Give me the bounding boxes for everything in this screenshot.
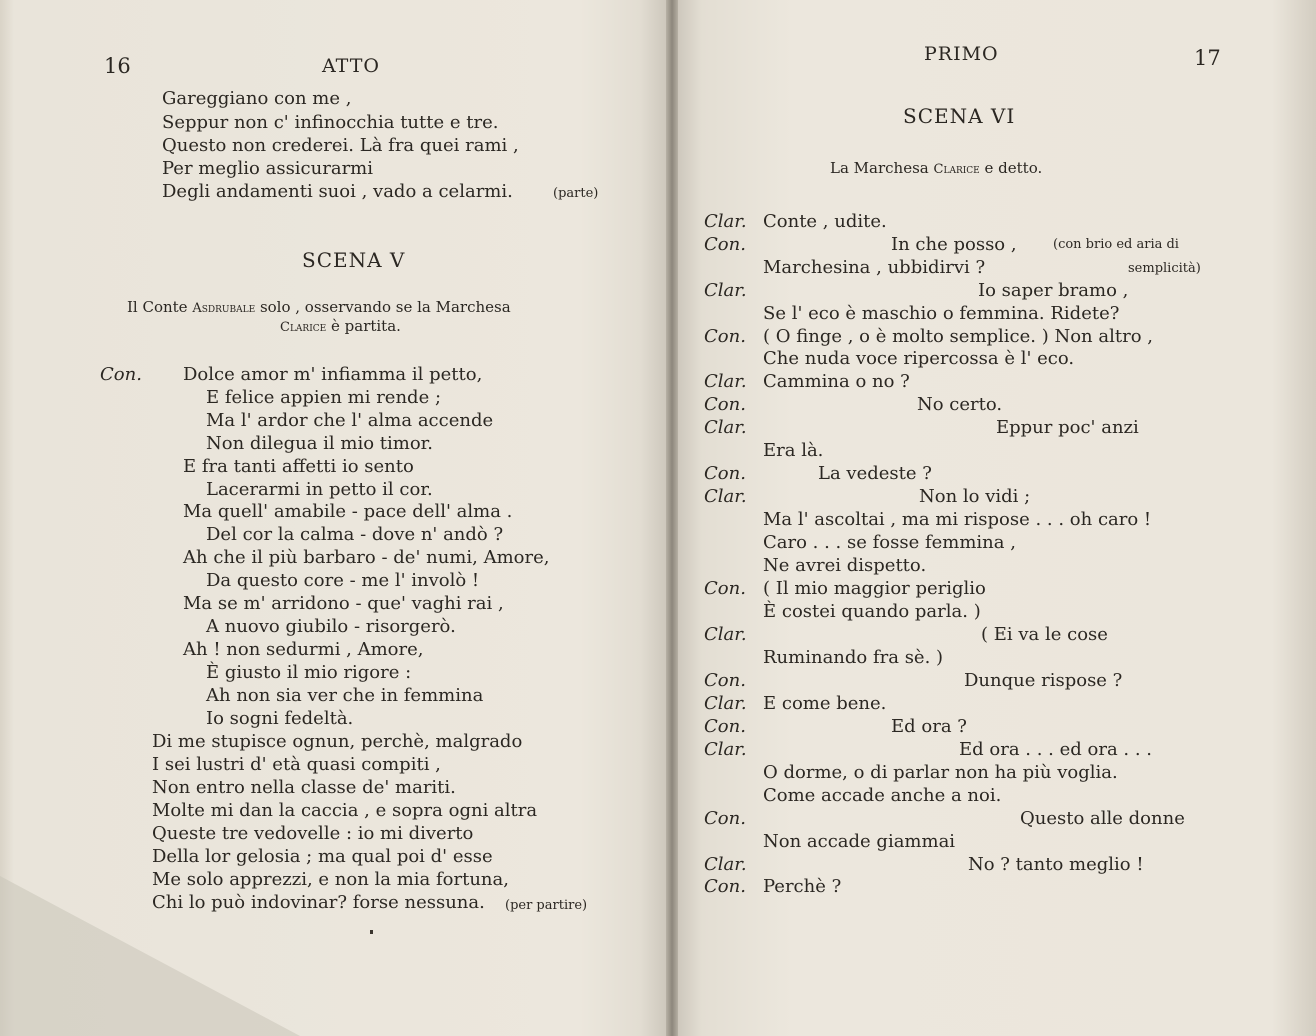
aria-line: Del cor la calma - dove n' andò ?: [206, 524, 504, 545]
aria-line: E felice appien mi rende ;: [206, 387, 442, 408]
speaker-label: Clar.: [704, 693, 747, 714]
aria-line: Da questo core - me l' involò !: [206, 570, 480, 591]
aria-line: A nuovo giubilo - risorgerò.: [206, 616, 456, 637]
dialogue-line: Come accade anche a noi.: [763, 785, 1002, 806]
dialogue-line: Eppur poc' anzi: [996, 417, 1139, 438]
aria-line: Lacerarmi in petto il cor.: [206, 479, 433, 500]
character-name: Clarice: [933, 162, 980, 177]
aria-line: Ma quell' amabile - pace dell' alma .: [183, 501, 513, 522]
recitative-line: Molte mi dan la caccia , e sopra ogni altra: [152, 800, 538, 821]
opening-line: Gareggiano con me ,: [162, 88, 352, 109]
speaker-label: Clar.: [704, 854, 747, 875]
aria-line: Ah ! non sedurmi , Amore,: [183, 639, 424, 660]
speaker-label: Con.: [704, 670, 746, 691]
speaker-label: Con.: [704, 876, 746, 897]
recitative-line: Non entro nella classe de' mariti.: [152, 777, 456, 798]
opening-line: Seppur non c' infinocchia tutte e tre.: [162, 112, 499, 133]
recitative-line: I sei lustri d' età quasi compiti ,: [152, 754, 441, 775]
recitative-line: Della lor gelosia ; ma qual poi d' esse: [152, 846, 493, 867]
opening-line: Questo non crederei. Là fra quei rami ,: [162, 135, 519, 156]
stage-text: e detto.: [984, 159, 1043, 177]
left-page-number: 16: [104, 54, 131, 78]
aria-line: Ma se m' arridono - que' vaghi rai ,: [183, 593, 504, 614]
stage-text: solo , osservando se la Marchesa: [259, 298, 511, 316]
stage-note: semplicità): [1128, 261, 1201, 276]
stage-direction-line: [830, 161, 1042, 176]
stage-text: Il Conte: [127, 298, 188, 316]
character-name: Clarice: [280, 320, 327, 335]
speaker-label: Clar.: [704, 371, 747, 392]
dialogue-line: O dorme, o di parlar non ha più voglia.: [763, 762, 1118, 783]
character-name: Asdrubale: [192, 301, 256, 316]
recitative-line: Di me stupisce ognun, perchè, malgrado: [152, 731, 523, 752]
right-running-head: PRIMO: [924, 43, 999, 65]
right-page-number: 17: [1194, 46, 1221, 70]
dialogue-line: Ma l' ascoltai , ma mi rispose . . . oh caro !: [763, 509, 1152, 530]
aria-line: Ah non sia ver che in femmina: [206, 685, 484, 706]
scene-title: SCENA V: [302, 248, 406, 272]
aria-line: Dolce amor m' infiamma il petto,: [183, 364, 483, 385]
dialogue-line: ( O finge , o è molto semplice. ) Non altro ,: [763, 326, 1153, 347]
dialogue-line: Ruminando fra sè. ): [763, 647, 944, 668]
dialogue-line: Non lo vidi ;: [919, 486, 1031, 507]
dialogue-line: Ed ora . . . ed ora . . .: [959, 739, 1153, 760]
dialogue-line: Ne avrei dispetto.: [763, 555, 927, 576]
recitative-line: Queste tre vedovelle : io mi diverto: [152, 823, 474, 844]
stage-direction-line: [280, 319, 401, 334]
dialogue-line: È costei quando parla. ): [763, 601, 981, 622]
speaker-label: Clar.: [704, 211, 747, 232]
aria-line: Io sogni fedeltà.: [206, 708, 354, 729]
dialogue-line: Marchesina , ubbidirvi ?: [763, 257, 986, 278]
opening-line: Per meglio assicurarmi: [162, 158, 373, 179]
aria-line: Ah che il più barbaro - de' numi, Amore,: [183, 547, 550, 568]
dialogue-line: In che posso ,: [891, 234, 1017, 255]
dialogue-line: Era là.: [763, 440, 824, 461]
dialogue-line: Perchè ?: [763, 876, 842, 897]
book-gutter: [666, 0, 678, 1036]
dialogue-line: ( Il mio maggior periglio: [763, 578, 986, 599]
dialogue-line: Non accade giammai: [763, 831, 956, 852]
stage-text: La Marchesa: [830, 159, 929, 177]
dialogue-line: No ? tanto meglio !: [968, 854, 1144, 875]
recitative-line: Me solo apprezzi, e non la mia fortuna,: [152, 869, 509, 890]
aria-line: Ma l' ardor che l' alma accende: [206, 410, 494, 431]
aria-line: È giusto il mio rigore :: [206, 662, 412, 683]
speaker-label: Con.: [704, 326, 746, 347]
dialogue-line: No certo.: [917, 394, 1003, 415]
speaker-label: Con.: [100, 364, 142, 385]
speaker-label: Con.: [704, 234, 746, 255]
stage-note: (con brio ed aria di: [1053, 237, 1179, 252]
dialogue-line: E come bene.: [763, 693, 887, 714]
dialogue-line: Conte , udite.: [763, 211, 887, 232]
aria-line: E fra tanti affetti io sento: [183, 456, 414, 477]
left-running-head: ATTO: [322, 55, 380, 77]
opening-line: Degli andamenti suoi , vado a celarmi.: [162, 181, 513, 202]
speaker-label: Con.: [704, 578, 746, 599]
speaker-label: Clar.: [704, 739, 747, 760]
aria-line: Non dilegua il mio timor.: [206, 433, 434, 454]
dialogue-line: Questo alle donne: [1020, 808, 1185, 829]
dialogue-line: Ed ora ?: [891, 716, 967, 737]
dialogue-line: Caro . . . se fosse femmina ,: [763, 532, 1016, 553]
dialogue-line: La vedeste ?: [818, 463, 932, 484]
dialogue-line: Io saper bramo ,: [978, 280, 1129, 301]
dialogue-line: Che nuda voce ripercossa è l' eco.: [763, 348, 1075, 369]
dialogue-line: Dunque rispose ?: [964, 670, 1123, 691]
speaker-label: Clar.: [704, 486, 747, 507]
dialogue-line: Cammina o no ?: [763, 371, 910, 392]
recitative-line: Chi lo può indovinar? forse nessuna.: [152, 892, 485, 913]
ink-speck: [370, 930, 373, 934]
speaker-label: Con.: [704, 716, 746, 737]
speaker-label: Clar.: [704, 624, 747, 645]
scene-title: SCENA VI: [903, 104, 1016, 128]
final-note: (per partire): [505, 898, 588, 913]
dialogue-line: ( Ei va le cose: [981, 624, 1108, 645]
speaker-label: Clar.: [704, 280, 747, 301]
stage-text: è partita.: [331, 317, 401, 335]
dialogue-line: Se l' eco è maschio o femmina. Ridete?: [763, 303, 1120, 324]
speaker-label: Clar.: [704, 417, 747, 438]
speaker-label: Con.: [704, 463, 746, 484]
speaker-label: Con.: [704, 394, 746, 415]
speaker-label: Con.: [704, 808, 746, 829]
exit-note: (parte): [553, 186, 599, 201]
stage-direction-line: [127, 300, 511, 315]
